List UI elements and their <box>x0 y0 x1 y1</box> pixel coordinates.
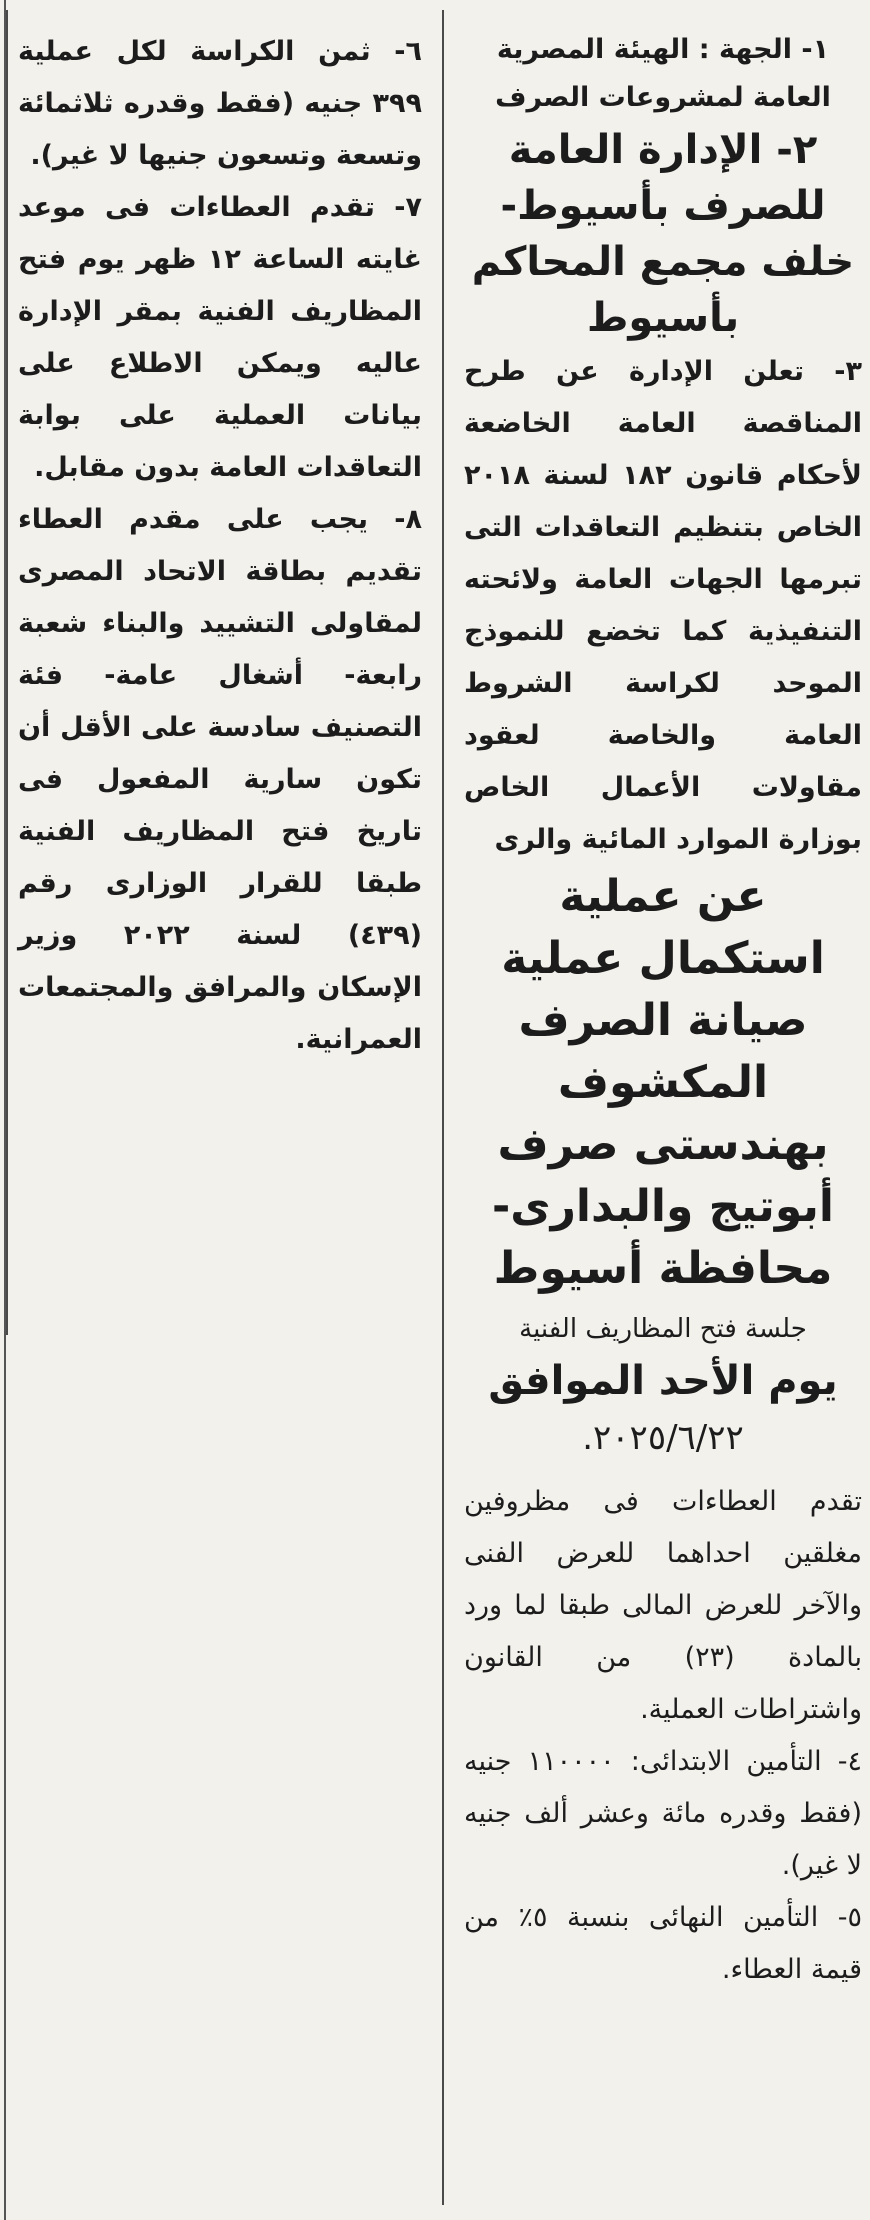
item-3-announcement: ٣- تعلن الإدارة عن طرح المناقصة العامة الخاضعة لأحكام قانون ١٨٢ لسنة ٢٠١٨ الخاص بتنظيم التعاقدات التى تبرمها الجهات العامة ولائحته التنفيذية كما تخضع للنموذج الموحد لكراسة الشروط العامة والخاصة لعقود مقاولات الأعمال الخاص بوزارة الموارد المائية والرى <box>464 356 863 855</box>
column-border-left <box>6 10 8 1335</box>
item-4-initial-insurance: ٤- التأمين الابتدائى: ١١٠٠٠٠ جنيه (فقط وقدره مائة وعشر ألف جنيه لا غير). <box>464 1746 862 1881</box>
session-label: جلسة فتح المظاريف الفنية <box>519 1314 807 1344</box>
session-day: يوم الأحد الموافق <box>488 1358 838 1404</box>
envelopes-note: تقدم العطاءات فى مظروفين مغلقين احداهما للعرض الفنى والآخر للعرض المالى طبقا لما ورد بالمادة (٢٣) من القانون واشتراطات العملية. <box>464 1486 863 1725</box>
right-column <box>450 0 862 1996</box>
item-5-final-insurance: ٥- التأمين النهائى بنسبة ٥٪ من قيمة العطاء. <box>464 1902 863 1985</box>
item-1-authority: ١- الجهة : الهيئة المصرية العامة لمشروعات الصرف <box>495 34 831 113</box>
item-8-requirements: ٨- يجب على مقدم العطاء تقديم بطاقة الاتحاد المصرى لمقاولى التشييد والبناء شعبة رابعة- أشغال عامة- فئة التصنيف سادسة على الأقل أن تكون سارية المفعول فى تاريخ فتح المظاريف الفنية طبقا للقرار الوزارى رقم (٤٣٩) لسنة ٢٠٢٢ وزير الإسكان والمرافق والمجتمعات العمرانية. <box>18 504 422 1055</box>
project-title: عن عملية استكمال عملية صيانة الصرف المكشوف بهندستى صرف أبوتيج والبدارى- محافظة أسيوط <box>491 871 835 1294</box>
item-7-deadline: ٧- تقدم العطاءات فى موعد غايته الساعة ١٢ ظهر يوم فتح المظاريف الفنية بمقر الإدارة عاليه ويمكن الاطلاع على بيانات العملية على بوابة التعاقدات العامة بدون مقابل. <box>18 192 422 483</box>
column-divider <box>442 10 444 2205</box>
item-2-directorate: ٢- الإدارة العامة للصرف بأسيوط- خلف مجمع المحاكم بأسيوط <box>471 127 855 341</box>
left-column <box>14 0 434 1066</box>
item-6-booklet-price: ٦- ثمن الكراسة لكل عملية ٣٩٩ جنيه (فقط وقدره ثلاثمائة وتسعة وتسعون جنيها لا غير). <box>18 36 422 171</box>
session-date: ٢٠٢٥/٦/٢٢. <box>582 1418 744 1458</box>
